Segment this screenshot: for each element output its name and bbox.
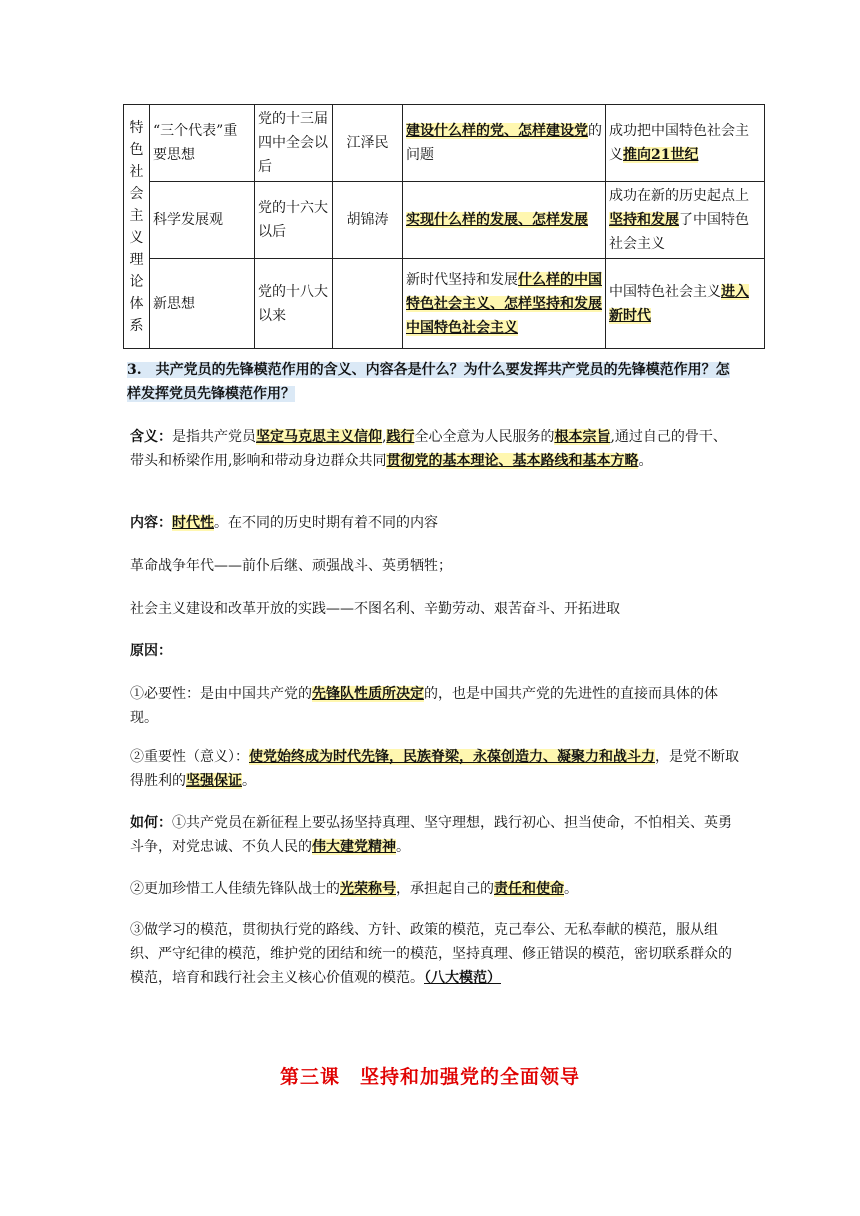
system-char: 主 [129, 207, 144, 224]
plain-text: ①必要性：是由中国共产党的 [130, 686, 312, 702]
highlight-text: 先锋队性质所决定 [312, 686, 424, 702]
system-char: 论 [129, 273, 144, 290]
highlight-text: 根本宗旨 [554, 429, 611, 445]
plain-text: 。 [396, 839, 410, 855]
plain-text: ②重要性（意义）： [130, 749, 249, 765]
question-3-text: 3. 共产党员的先锋模范作用的含义、内容各是什么？为什么要发挥共产党员的先锋模范作用？怎样发挥党员先锋模范作用？ [127, 362, 730, 402]
thought-cell: 新思想 [150, 259, 255, 349]
plain-text: ③做学习的模范，贯彻执行党的路线、方针、政策的模范，克己奉公、无私奉献的模范，服从组织、严守纪律的模范，维护党的团结和统一的模范，坚持真理、修正错误的模范，密切联系群众的模范，培育和践行社会主义核心价值观的模范。 [130, 922, 732, 986]
theory-table [123, 104, 765, 349]
meaning-paragraph [130, 425, 740, 473]
thought-cell: “三个代表”重要思想 [150, 105, 255, 182]
plain-text: ，是党不断取得胜利的 [130, 749, 739, 789]
time-cell: 党的十六大以后 [255, 182, 333, 259]
system-char: 会 [129, 185, 144, 202]
question-3 [127, 358, 737, 406]
table-row [124, 259, 765, 349]
time-cell: 党的十三届四中全会以后 [255, 105, 333, 182]
system-char: 社 [129, 163, 144, 180]
table-row [124, 105, 765, 182]
system-char: 色 [129, 141, 144, 158]
highlight-text: 坚定马克思主义信仰 [256, 429, 382, 445]
how-paragraph-2 [130, 877, 740, 901]
reform-era-paragraph: 社会主义建设和改革开放的实践——不图名利、辛勤劳动、艰苦奋斗、开拓进取 [130, 601, 620, 617]
question-cell [403, 182, 606, 259]
plain-text: 。 [638, 453, 653, 469]
plain-text: 。 [242, 773, 256, 789]
highlight-text: 实现什么样的发展、怎样发展 [406, 212, 588, 228]
highlight-text: 时代性 [172, 515, 214, 531]
highlight-text: 推向21世纪 [623, 147, 699, 163]
content-label: 内容： [130, 515, 172, 531]
how-label: 如何： [130, 815, 172, 831]
result-cell [606, 105, 765, 182]
war-era-paragraph: 革命战争年代——前仆后继、顽强战斗、英勇牺牲； [130, 558, 452, 574]
highlight-text: 践行 [386, 429, 415, 445]
reason-label: 原因： [130, 643, 172, 659]
importance-paragraph [130, 745, 740, 793]
content-paragraph [130, 511, 740, 535]
result-cell [606, 182, 765, 259]
plain-text: , [382, 429, 387, 445]
highlight-text: 使党始终成为时代先锋，民族脊梁，永葆创造力、凝聚力和战斗力 [249, 749, 655, 765]
thought-cell: 科学发展观 [150, 182, 255, 259]
plain-text: 的问题 [406, 123, 602, 163]
plain-text: 成功在新的历史起点上 [609, 188, 749, 204]
plain-text: 是指共产党员 [172, 429, 256, 445]
plain-text: 。在不同的历史时期有着不同的内容 [214, 515, 438, 531]
plain-text: ，承担起自己的 [396, 881, 494, 897]
plain-text: 了中国特色社会主义 [609, 212, 749, 252]
result-cell [606, 259, 765, 349]
highlight-text: 贯彻党的基本理论、基本路线和基本方略 [386, 453, 639, 469]
highlight-text: 坚强保证 [186, 773, 242, 789]
lesson-title: 第三课 坚持和加强党的全面领导 [279, 1066, 580, 1088]
highlight-text: 进入新时代 [609, 283, 749, 324]
highlight-text: 建设什么样的党、怎样建设党 [406, 123, 588, 139]
question-cell [403, 259, 606, 349]
plain-text: ①共产党员在新征程上要弘扬坚持真理、坚守理想，践行初心、担当使命，不怕相关、英勇斗争，对党忠诚、不负人民的 [130, 815, 732, 855]
meaning-label: 含义： [130, 429, 172, 445]
plain-text: ,通过自己的骨干、带头和桥梁作用,影响和带动身边群众共同 [130, 429, 727, 469]
table-row [124, 182, 765, 259]
highlight-text: 责任和使命 [494, 881, 564, 897]
how-paragraph-3 [130, 918, 740, 990]
highlight-text: 坚持和发展 [609, 212, 679, 228]
plain-text: 新时代坚持和发展 [406, 271, 518, 288]
highlight-text: 什么样的中国特色社会主义、怎样坚持和发展中国特色社会主义 [406, 271, 602, 336]
highlight-text: 光荣称号 [340, 881, 396, 897]
system-char: 系 [129, 317, 144, 334]
time-cell: 党的十八大以来 [255, 259, 333, 349]
leader-cell: 胡锦涛 [333, 182, 403, 259]
system-char: 特 [129, 119, 144, 136]
how-paragraph-1 [130, 811, 740, 859]
plain-text: 。 [564, 881, 578, 897]
plain-text: ②更加珍惜工人佳绩先锋队战士的 [130, 881, 340, 897]
plain-text: 全心全意为人民服务的 [414, 429, 555, 445]
system-cell [124, 105, 150, 349]
underlined-text: （八大模范） [424, 970, 501, 986]
system-char: 体 [129, 295, 144, 312]
plain-text: 中国特色社会主义 [609, 283, 721, 300]
plain-text: 成功把中国特色社会主义 [609, 123, 749, 163]
plain-text: 的，也是中国共产党的先进性的直接而具体的体现。 [130, 686, 718, 726]
highlight-text: 伟大建党精神 [312, 839, 396, 855]
system-char: 理 [129, 251, 144, 268]
leader-cell [333, 259, 403, 349]
necessity-paragraph [130, 682, 740, 730]
system-char: 义 [129, 229, 144, 246]
leader-cell: 江泽民 [333, 105, 403, 182]
question-cell [403, 105, 606, 182]
